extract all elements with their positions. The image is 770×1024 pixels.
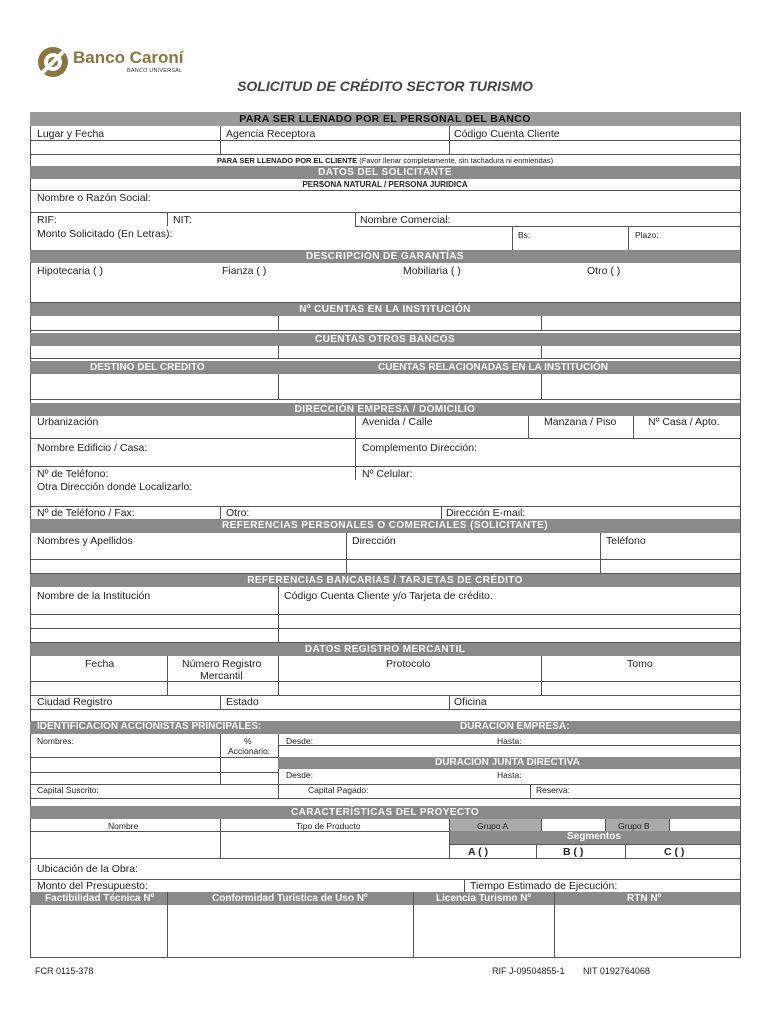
group-a-col: Grupo A (477, 821, 509, 831)
project-name-col: Nombre (108, 821, 139, 831)
mobile-field[interactable]: Nº Celular: (362, 468, 413, 480)
volume-col: Tomo (627, 658, 653, 670)
phone-field[interactable]: Nº de Teléfono: (37, 468, 109, 480)
ref-address-col: Dirección (352, 535, 396, 547)
amount-field[interactable]: Monto Solicitado (En Letras): (37, 228, 173, 240)
execution-time-field[interactable]: Tiempo Estimado de Ejecución: (470, 880, 618, 892)
shareholder-pct-col: % (244, 736, 252, 746)
other-banks-header: CUENTAS OTROS BANCOS (30, 333, 740, 346)
protocol-col: Protocolo (386, 658, 431, 670)
ref-names-col: Nombres y Apellidos (37, 535, 133, 547)
form-title: SOLICITUD DE CRÉDITO SECTOR TURISMO (237, 78, 533, 94)
segment-b-option[interactable]: B ( ) (563, 846, 584, 858)
board-from-field[interactable]: Desde: (286, 770, 313, 780)
agency-label: Agencia Receptora (226, 128, 316, 140)
project-header: CARACTERÍSTICAS DEL PROYECTO (30, 806, 740, 819)
rtn-header: RTN Nº (627, 893, 662, 904)
bond-option[interactable]: Fianza ( ) (222, 265, 267, 277)
reserve-field[interactable]: Reserva: (536, 785, 571, 795)
other-guarantee-option[interactable]: Otro ( ) (587, 265, 621, 277)
registry-number-col: Número Registro (182, 658, 262, 670)
nit-field[interactable]: NIT: (173, 214, 192, 226)
shareholders-header: IDENTIFICACION ACCIONISTAS PRINCIPALES: (37, 721, 262, 732)
block-field[interactable]: Manzana / Piso (544, 416, 617, 428)
registry-header: DATOS REGISTRO MERCANTIL (30, 643, 740, 656)
ref-phone-col: Teléfono (606, 535, 646, 547)
mortgage-option[interactable]: Hipotecaria ( ) (37, 265, 103, 277)
phone-fax-field[interactable]: Nº de Teléfono / Fax: (37, 507, 135, 519)
trade-name-field[interactable]: Nombre Comercial: (360, 214, 451, 226)
applicant-header: DATOS DEL SOLICITANTE (30, 166, 740, 179)
bank-section-header: PARA SER LLENADO POR EL PERSONAL DEL BANCO (30, 112, 740, 126)
bank-refs-header: REFERENCIAS BANCARIAS / TARJETAS DE CRÉDITO (30, 574, 740, 587)
conformity-header: Conformidad Turística de Uso Nº (212, 893, 368, 904)
guarantees-header: DESCRIPCIÓN DE GARANTÍAS (30, 250, 740, 263)
registry-date-col: Fecha (85, 658, 115, 670)
company-to-field[interactable]: Hasta: (497, 736, 522, 746)
term-field[interactable]: Plazo: (635, 230, 659, 240)
avenue-field[interactable]: Avenida / Calle (362, 416, 433, 428)
urbanization-field[interactable]: Urbanización (37, 416, 99, 428)
bs-field[interactable]: Bs: (518, 230, 531, 240)
bank-logo (37, 46, 197, 80)
feasibility-header: Factibilidad Técnica Nº (45, 893, 155, 904)
place-date-label: Lugar y Fecha (37, 128, 105, 140)
institution-col: Nombre de la Institución (37, 590, 151, 602)
company-from-field[interactable]: Desde: (286, 736, 313, 746)
complement-field[interactable]: Complemento Dirección: (362, 442, 477, 454)
registry-city-field[interactable]: Ciudad Registro (37, 696, 113, 708)
registry-state-field[interactable]: Estado (226, 696, 259, 708)
other-field[interactable]: Otro: (226, 507, 250, 519)
footer-nit: NIT 0192764068 (583, 966, 650, 976)
credit-purpose-header: DESTINO DEL CREDITO (90, 362, 205, 373)
institution-accounts-header: Nº CUENTAS EN LA INSTITUCIÓN (30, 303, 740, 316)
segment-c-option[interactable]: C ( ) (664, 846, 685, 858)
footer-rif: RIF J-09504855-1 (492, 966, 565, 976)
shareholder-names-col: Nombres: (37, 736, 74, 746)
budget-field[interactable]: Monto del Presupuesto: (37, 880, 148, 892)
related-accounts-header: CUENTAS RELACIONADAS EN LA INSTITUCIÓN (378, 362, 608, 373)
building-field[interactable]: Nombre Edificio / Casa: (37, 442, 148, 454)
logo-emblem-icon (37, 46, 69, 78)
email-field[interactable]: Dirección E-mail: (446, 507, 526, 519)
segments-header: Segmentos (567, 831, 621, 842)
board-to-field[interactable]: Hasta: (497, 770, 522, 780)
location-field[interactable]: Ubicación de la Obra: (37, 863, 138, 875)
group-b-col: Grupo B (618, 821, 650, 831)
rif-field[interactable]: RIF: (37, 214, 57, 226)
logo-name: Banco Caroní (73, 48, 184, 67)
segment-a-option[interactable]: A ( ) (468, 846, 489, 858)
duration-company-header: DURACIÓN EMPRESA: (460, 721, 570, 732)
duration-board-header: DURACIÓN JUNTA DIRECTIVA (435, 757, 580, 768)
logo-tagline: BANCO UNIVERSAL (127, 68, 183, 74)
address-header: DIRECCIÓN EMPRESA / DOMICILIO (30, 403, 740, 416)
applicant-name-field[interactable]: Nombre o Razón Social: (37, 192, 151, 204)
client-note: PARA SER LLENADO POR EL CLIENTE (Favor llenar completamente, sin tachadura ni enmiendas) (216, 156, 554, 165)
house-number-field[interactable]: Nº Casa / Apto. (648, 416, 720, 428)
references-header: REFERENCIAS PERSONALES O COMERCIALES (SOLICITANTE) (30, 519, 740, 533)
registry-number-col-2: Mercantil (200, 670, 243, 682)
capital-subscribed-field[interactable]: Capital Suscrito: (37, 785, 99, 795)
other-address-field[interactable]: Otra Dirección donde Localizarlo: (37, 481, 193, 493)
chattel-option[interactable]: Mobiliaria ( ) (403, 265, 461, 277)
card-code-col: Código Cuenta Cliente y/o Tarjeta de crédito. (284, 590, 493, 602)
client-code-label: Código Cuenta Cliente (454, 128, 560, 140)
license-header: Licencia Turismo Nº (436, 893, 532, 904)
form-code: FCR 0115-378 (35, 966, 94, 976)
shareholder-pct-col-2: Accionario: (228, 746, 271, 756)
credit-application-form (30, 112, 740, 957)
product-type-col: Tipo de Producto (296, 821, 361, 831)
capital-paid-field[interactable]: Capital Pagado: (308, 785, 369, 795)
registry-office-field[interactable]: Oficina (454, 696, 487, 708)
applicant-subheader: PERSONA NATURAL / PERSONA JURIDICA (302, 180, 468, 189)
